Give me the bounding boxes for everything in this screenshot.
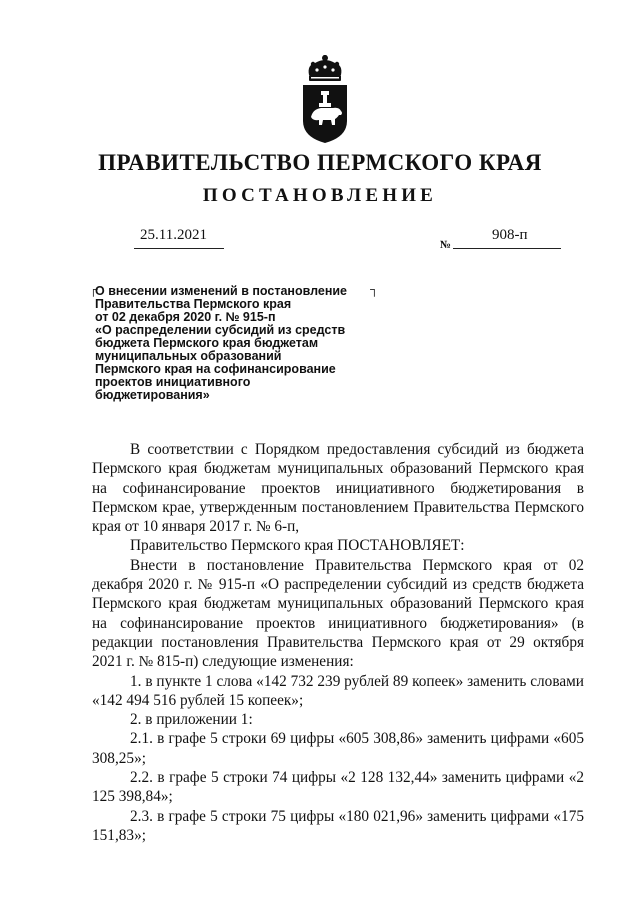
document-date: 25.11.2021 — [140, 227, 207, 243]
coat-of-arms-icon — [295, 55, 355, 145]
body-paragraph: 1. в пункте 1 слова «142 732 239 рублей 89 копеек» заменить словами «142 494 516 рублей 15 копеек»; — [92, 672, 584, 709]
body-paragraph: 2.3. в графе 5 строки 75 цифры «180 021,96» заменить цифрами «175 151,83»; — [92, 807, 584, 844]
subject-line: от 02 декабря 2020 г. № 915-п — [95, 310, 276, 324]
subject-corner-right-mark: ┐ — [370, 282, 379, 296]
subject-corner-left-mark: ┌ — [89, 282, 98, 296]
body-paragraph: 2.2. в графе 5 строки 74 цифры «2 128 132,44» заменить цифрами «2 125 398,84»; — [92, 769, 584, 806]
document-subject — [95, 282, 385, 402]
subject-line: «О распределении субсидий из средств — [95, 323, 346, 337]
subject-line: бюджетирования» — [95, 388, 210, 402]
subject-line: муниципальных образований — [95, 349, 282, 363]
subject-line: О внесении изменений в постановление — [95, 284, 348, 298]
body-paragraph: 2.1. в графе 5 строки 69 цифры «605 308,86» заменить цифрами «605 308,25»; — [92, 730, 584, 767]
body-paragraph: В соответствии с Порядком предоставления субсидий из бюджета Пермского края бюджетам муниципальных образований Пермского края на софинансирование проектов инициативного бюджетирования в Пермском крае, утвержденным постановлением Правительства Пермского края от 10 января 2017 г. № 6-п, — [92, 441, 584, 536]
number-sign: № — [440, 239, 452, 251]
date-underline — [134, 248, 224, 249]
number-underline — [453, 248, 561, 249]
subject-line: Пермского края на софинансирование — [95, 362, 336, 376]
subject-line: Правительства Пермского края — [95, 297, 292, 311]
subject-line: проектов инициативного — [95, 375, 251, 389]
document-body — [92, 440, 584, 845]
document-type-title: ПОСТАНОВЛЕНИЕ — [202, 185, 438, 206]
body-paragraph: Внести в постановление Правительства Пермского края от 02 декабря 2020 г. № 915-п «О распределении субсидий из средств бюджета Пермского края бюджетам муниципальных образований Пермского края на софинансирование проектов инициативного бюджетирования» (в редакции постановления Правительства Пермского края от 29 октября 2021 г. № 815-п) следующие изменения: — [92, 556, 584, 671]
body-paragraph: Правительство Пермского края ПОСТАНОВЛЯЕТ: — [130, 537, 465, 555]
subject-line: бюджета Пермского края бюджетам — [95, 336, 319, 350]
body-paragraph: 2. в приложении 1: — [130, 711, 253, 729]
organization-title: ПРАВИТЕЛЬСТВО ПЕРМСКОГО КРАЯ — [98, 150, 542, 175]
document-number: 908-п — [492, 227, 528, 243]
